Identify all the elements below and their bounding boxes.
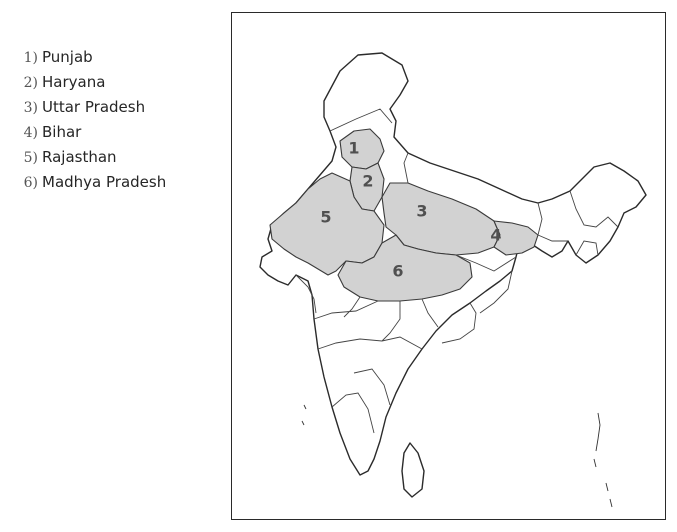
- legend-name: Haryana: [42, 73, 106, 91]
- india-outline-map: [232, 13, 667, 521]
- legend-number: 6): [23, 175, 38, 191]
- lakshadweep-islands: [302, 405, 306, 425]
- legend-number: 4): [23, 125, 38, 141]
- legend-number: 5): [23, 150, 38, 166]
- legend-item-punjab: [14, 44, 166, 69]
- legend-name: Bihar: [42, 123, 82, 141]
- region-label-4: 4: [490, 225, 502, 245]
- region-label-5: 5: [320, 207, 332, 227]
- legend-number: 3): [23, 100, 38, 116]
- sri-lanka-outline: [402, 443, 424, 497]
- legend-name: Rajasthan: [42, 148, 117, 166]
- legend-name: Madhya Pradesh: [42, 173, 167, 191]
- legend-name: Uttar Pradesh: [42, 98, 146, 116]
- region-label-2: 2: [362, 171, 374, 191]
- legend-name: Punjab: [42, 48, 93, 66]
- legend-item-rajasthan: [14, 144, 166, 169]
- legend-number: 2): [23, 75, 38, 91]
- region-label-6: 6: [392, 261, 404, 281]
- region-label-3: 3: [416, 201, 428, 221]
- legend-number: 1): [23, 50, 38, 66]
- legend-item-madhya-pradesh: [14, 169, 166, 194]
- region-label-1: 1: [348, 138, 360, 158]
- andaman-islands: [594, 413, 612, 507]
- legend-item-haryana: [14, 69, 166, 94]
- legend-item-bihar: [14, 119, 166, 144]
- india-map-frame: [231, 12, 666, 520]
- legend-item-uttar-pradesh: [14, 94, 166, 119]
- state-legend: [14, 44, 166, 194]
